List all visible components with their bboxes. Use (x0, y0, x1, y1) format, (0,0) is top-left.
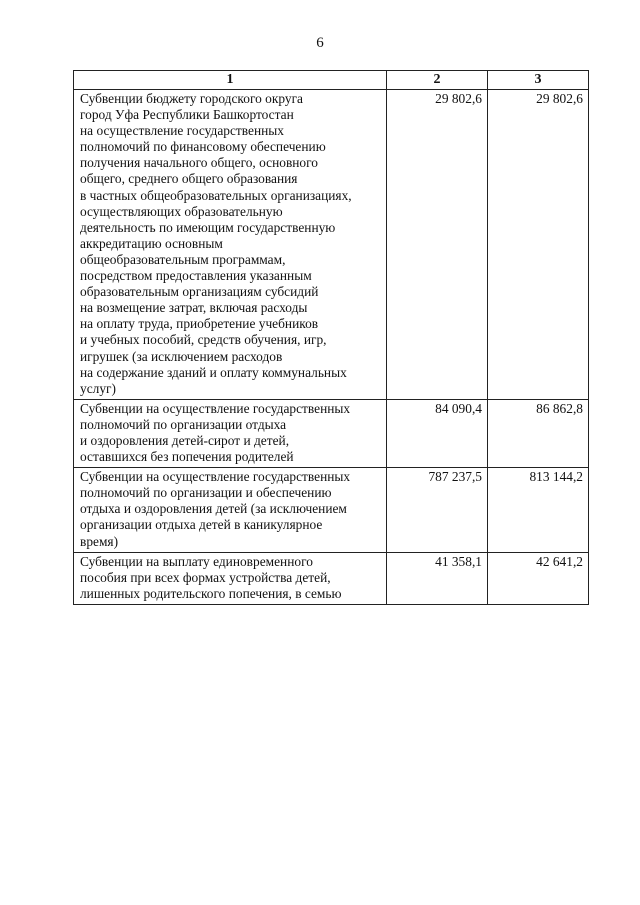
table-row (74, 90, 589, 400)
column-header-3: 3 (488, 71, 589, 90)
row-value-col3: 42 641,2 (488, 552, 589, 604)
table-row (74, 399, 589, 467)
page-number: 6 (316, 35, 324, 51)
row-value-col3: 86 862,8 (488, 399, 589, 467)
table-row (74, 552, 589, 604)
row-value-col2: 29 802,6 (387, 90, 488, 400)
table-row (74, 468, 589, 552)
subventions-table (73, 70, 589, 605)
row-description: Субвенции бюджету городского округа город Уфа Республики Башкортостан на осуществление государственных полномочий по финансовому обеспечению получения начального общего, основного общего, среднего общего образования в частных общеобразовательных организациях, осуществляющих образовательную деятельность по имеющим государственную аккредитацию основным общеобразовательным программам, посредством предоставления указанным образовательным организациям субсидий на возмещение затрат, включая расходы на оплату труда, приобретение учебников и учебных пособий, средств обучения, игр, игрушек (за исключением расходов на содержание зданий и оплату коммунальных услуг) (74, 90, 387, 400)
row-description: Субвенции на выплату единовременного пособия при всех формах устройства детей, лишенных родительского попечения, в семью (74, 552, 387, 604)
row-value-col3: 813 144,2 (488, 468, 589, 552)
table-header-row (74, 71, 589, 90)
row-value-col2: 41 358,1 (387, 552, 488, 604)
column-header-1: 1 (74, 71, 387, 90)
row-value-col3: 29 802,6 (488, 90, 589, 400)
row-value-col2: 84 090,4 (387, 399, 488, 467)
row-description: Субвенции на осуществление государственных полномочий по организации отдыха и оздоровления детей-сирот и детей, оставшихся без попечения родителей (74, 399, 387, 467)
row-value-col2: 787 237,5 (387, 468, 488, 552)
column-header-2: 2 (387, 71, 488, 90)
row-description: Субвенции на осуществление государственных полномочий по организации и обеспечению отдыха и оздоровления детей (за исключением организации отдыха детей в каникулярное время) (74, 468, 387, 552)
